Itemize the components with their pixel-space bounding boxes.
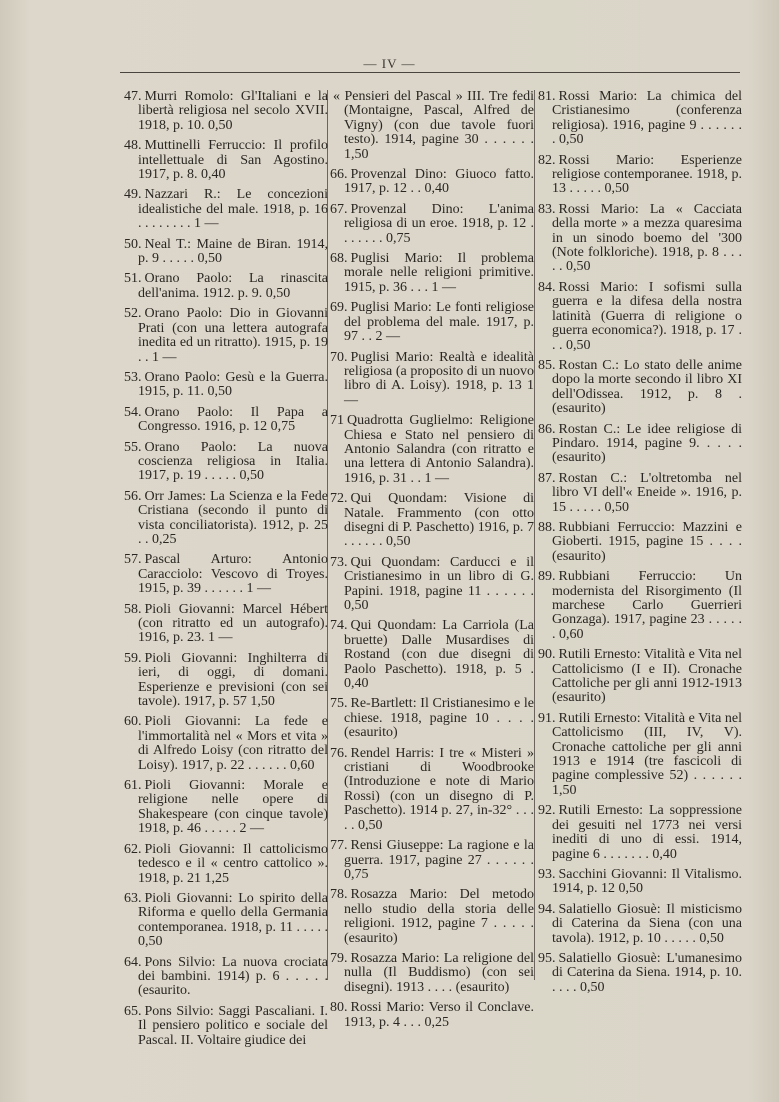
entry-text: Puglisi Mario: Le fonti religiose del problema del male. 1917, p. 97 . . 2 —: [344, 300, 534, 345]
entry-text: Rendel Harris: I tre « Misteri » cristiani di Woodbrooke (Introduzione e note di Mario Rossi) (con un disegno di P. Paschetto). 1914 p. 27, in-32° . . . . . 0,50: [344, 745, 534, 833]
catalog-entry: [538, 570, 742, 642]
entry-text: Muttinelli Ferruccio: Il profilo intellettuale di San Agostino. 1917, p. 8. 0,40: [138, 138, 328, 183]
entry-number: 85.: [538, 357, 556, 373]
catalog-entry: [330, 839, 534, 882]
catalog-entry: [124, 406, 328, 435]
catalog-entry: [124, 371, 328, 400]
catalog-column-3: [538, 90, 742, 1001]
catalog-entry: [124, 603, 328, 646]
entry-text: Rossi Mario: Verso il Conclave. 1913, p. 4 . . . 0,25: [344, 1000, 534, 1030]
catalog-entry: [124, 307, 328, 365]
catalog-entry: [330, 351, 534, 409]
entry-number: 62.: [124, 841, 142, 857]
entry-number: 51.: [124, 271, 142, 287]
entry-number: 92.: [538, 803, 556, 819]
entry-text: Rensi Giuseppe: La ragione e la guerra. 1917, pagine 27 . . . . . . 0,75: [344, 838, 534, 882]
entry-text: Rostan C.: L'oltretomba nel libro VI dell'« Eneide ». 1916, p. 15 . . . . . 0,50: [552, 470, 742, 515]
entry-text: Pascal Arturo: Antonio Caracciolo: Vescovo di Troyes. 1915, p. 39 . . . . . . 1 —: [138, 552, 328, 597]
catalog-entry: [330, 952, 534, 995]
entry-number: 54.: [124, 404, 142, 420]
catalog-entry: [330, 556, 534, 614]
entry-number: 80.: [330, 1000, 348, 1016]
entry-text: Orano Paolo: Dio in Giovanni Prati (con una lettera autografa inedita ed un ritratto). 1915, p. 19 . . 1 —: [138, 306, 328, 365]
entry-number: 63.: [124, 890, 142, 906]
entry-text: Puglisi Mario: Il problema morale nelle religioni primitive. 1915, p. 36 . . . 1 —: [344, 251, 534, 295]
catalog-entry: [330, 90, 534, 162]
entry-text: Rosazza Mario: Del metodo nello studio della storia delle religioni. 1912, pagine 7 . . . . . (esaurito): [344, 887, 534, 946]
catalog-column-1: [124, 90, 328, 1054]
entry-text: Rutili Ernesto: Vitalità e Vita nel Cattolicismo (I e II). Cronache Cattoliche per gli anni 1912-1913 (esaurito): [552, 647, 742, 706]
catalog-entry: [124, 441, 328, 484]
entry-number: 91.: [538, 710, 556, 726]
entry-text: Orano Paolo: La nuova coscienza religiosa in Italia. 1917, p. 19 . . . . . 0,50: [138, 439, 328, 484]
entry-number: 67.: [330, 201, 348, 217]
entry-text: Rosazza Mario: La religione del nulla (Il Buddismo) (con sei disegni). 1913 . . . . (esaurito): [344, 950, 534, 995]
catalog-entry: [124, 715, 328, 773]
catalog-entry: [330, 301, 534, 344]
entry-number: 90.: [538, 647, 556, 663]
entry-number: 57.: [124, 552, 142, 568]
entry-number: 49.: [124, 187, 142, 203]
catalog-entry: [124, 490, 328, 548]
catalog-entry: [124, 1005, 328, 1048]
entry-number: 79.: [330, 950, 348, 966]
entry-text: Murri Romolo: Gl'Italiani e la libertà religiosa nel secolo XVII. 1918, p. 10. 0,50: [138, 89, 328, 133]
catalog-entry: [538, 521, 742, 564]
entry-number: 55.: [124, 439, 142, 455]
entry-number: 68.: [330, 251, 348, 267]
entry-text: Salatiello Giosuè: L'umanesimo di Caterina da Siena. 1914, p. 10. . . . . 0,50: [552, 950, 742, 995]
entry-number: 83.: [538, 201, 556, 217]
entry-text: Rubbiani Ferruccio: Mazzini e Gioberti. 1915, pagine 15 . . . . (esaurito): [552, 519, 742, 564]
catalog-entry: [124, 90, 328, 133]
entry-number: 94.: [538, 901, 556, 917]
entry-number: 89.: [538, 569, 556, 585]
entry-text: Pioli Giovanni: Inghilterra di ieri, di oggi, di domani. Esperienze e previsioni (con sei tavole). 1917, p. 57 1,50: [138, 650, 328, 710]
entry-text: Rutili Ernesto: Vitalità e Vita nel Cattolicismo (III, IV, V). Cronache cattoliche per gli anni 1913 e 1914 (tre fascicoli di pagine complessive 52) . . . . . . 1,50: [552, 710, 742, 798]
entry-number: 81.: [538, 89, 556, 104]
entry-number: 47.: [124, 89, 142, 104]
catalog-entry: [538, 90, 742, 148]
catalog-entry: [538, 648, 742, 706]
entry-number: 93.: [538, 866, 556, 882]
entry-number: 48.: [124, 138, 142, 154]
entry-number: 50.: [124, 236, 142, 252]
catalog-entry: [330, 414, 534, 486]
catalog-entry: [538, 423, 742, 466]
entry-number: 52.: [124, 306, 142, 322]
entry-number: 71: [330, 413, 344, 429]
catalog-entry: [538, 281, 742, 353]
entry-text: Rossi Mario: Esperienze religiose contemporanee. 1918, p. 13 . . . . . 0,50: [552, 152, 742, 197]
entry-number: 82.: [538, 152, 556, 168]
entry-number: 88.: [538, 519, 556, 535]
catalog-entry: [330, 619, 534, 691]
entry-text: Qui Quondam: Carducci e il Cristianesimo in un libro di G. Papini. 1918, pagine 11 . . . . . . 0,50: [344, 554, 534, 613]
catalog-entry: [330, 888, 534, 946]
entry-number: 66.: [330, 167, 348, 183]
catalog-entry: [330, 252, 534, 295]
entry-number: 74.: [330, 618, 348, 634]
entry-number: 86.: [538, 421, 556, 437]
catalog-entry: [124, 892, 328, 950]
entry-text: Rostan C.: Lo stato delle anime dopo la morte secondo il libro XI dell'Odissea. 1912, p. 8 . (esaurito): [552, 357, 742, 417]
catalog-entry: [330, 1001, 534, 1030]
catalog-entry: [124, 272, 328, 301]
entry-text: Rutili Ernesto: La soppressione dei gesuiti nel 1773 nei versi inediti di uno di essi. 1914, pagine 6 . . . . . . . 0,40: [552, 803, 742, 862]
catalog-entry: [538, 952, 742, 995]
entry-number: 56.: [124, 488, 142, 504]
catalog-entry: [538, 203, 742, 275]
entry-number: 70.: [330, 349, 348, 365]
entry-text: Quadrotta Guglielmo: Religione Chiesa e Stato nel pensiero di Antonio Salandra (con ritratto e una lettera di Antonio Salandra). 1916, p. 31 . . 1 —: [344, 413, 534, 486]
catalog-entry: [330, 747, 534, 833]
catalog-column-2: [330, 90, 534, 1036]
catalog-entry: [330, 168, 534, 197]
entry-text: Pioli Giovanni: La fede e l'immortalità nel « Mors et vita » di Alfredo Loisy (con ritratto del Loisy). 1917, p. 22 . . . . . . 0,60: [138, 714, 328, 773]
entry-number: 76.: [330, 745, 348, 761]
catalog-entry: [330, 203, 534, 246]
entry-number: 95.: [538, 950, 556, 966]
catalog-entry: [124, 139, 328, 182]
catalog-entry: [124, 188, 328, 231]
entry-number: 64.: [124, 954, 142, 970]
entry-text: Re-Bartlett: Il Cristianesimo e le chiese. 1918, pagine 10 . . . . (esaurito): [344, 696, 534, 741]
entry-number: 77.: [330, 838, 348, 854]
entry-text: Rossi Mario: La « Cacciata della morte » a mezza quaresima in un sinodo boemo del '300 (Note folkloriche). 1918, p. 8 . . . . . 0,50: [552, 201, 742, 275]
catalog-entry: [538, 903, 742, 946]
entry-number: 87.: [538, 470, 556, 486]
entry-text: Neal T.: Maine de Biran. 1914, p. 9 . . . . . 0,50: [138, 236, 328, 267]
entry-number: 69.: [330, 300, 348, 316]
entry-text: Pons Silvio: La nuova crociata dei bambini. 1914) p. 6 . . . . . (esaurito.: [138, 954, 328, 999]
catalog-entry: [538, 359, 742, 417]
catalog-entry: [124, 779, 328, 837]
catalog-entry: [124, 553, 328, 596]
entry-text: Puglisi Mario: Realtà e idealità religiosa (a proposito di un nuovo libro di A. Loisy). 1918, p. 13 1 —: [344, 349, 534, 408]
entry-text: Pioli Giovanni: Il cattolicismo tedesco e il « centro cattolico ». 1918, p. 21 1,25: [138, 841, 328, 886]
header-rule: [120, 72, 740, 73]
catalog-entry: [538, 804, 742, 862]
entry-text: Pons Silvio: Saggi Pascaliani. I. Il pensiero politico e sociale del Pascal. II. Voltaire giudice dei: [138, 1003, 328, 1048]
entry-text: Pioli Giovanni: Marcel Hébert (con ritratto ed un autografo). 1916, p. 23. 1 —: [138, 601, 328, 646]
catalog-entry: [538, 712, 742, 798]
entry-number: 75.: [330, 696, 348, 712]
catalog-entry: [538, 154, 742, 197]
entry-text: Orano Paolo: La rinascita dell'anima. 1912. p. 9. 0,50: [138, 271, 328, 301]
column-divider: [534, 90, 535, 980]
entry-text: Provenzal Dino: Giuoco fatto. 1917, p. 12 . . 0,40: [344, 167, 534, 197]
entry-text: Pioli Giovanni: Lo spirito della Riforma e quello della Germania contemporanea. 1918, p. 11 . . . . . 0,50: [138, 890, 328, 950]
catalog-entry: [124, 652, 328, 710]
entry-text: Orano Paolo: Gesù e la Guerra. 1915, p. 11. 0,50: [138, 369, 328, 400]
entry-number: 61.: [124, 778, 142, 794]
entry-text: Rossi Mario: I sofismi sulla guerra e la difesa della nostra latinità (Guerra di religione o guerra economica?). 1918, p. 17 . . . 0,50: [552, 279, 742, 353]
entry-text: Orano Paolo: Il Papa a Congresso. 1916, p. 12 0,75: [138, 404, 328, 435]
page-number: — IV —: [363, 56, 416, 71]
entry-number: 58.: [124, 601, 142, 617]
entry-number: 78.: [330, 887, 348, 903]
entry-text: Orr James: La Scienza e la Fede Cristiana (secondo il punto di vista conciliatorista). 1912, p. 25 . . 0,25: [138, 488, 328, 547]
entry-text: Salatiello Giosuè: Il misticismo di Caterina da Siena (con una tavola). 1912, p. 10 . . . . . 0,50: [552, 901, 742, 946]
catalog-entry: [124, 956, 328, 999]
entry-text: Pioli Giovanni: Morale e religione nelle opere di Shakespeare (con cinque tavole) 1918, p. 46 . . . . . 2 —: [138, 778, 328, 837]
entry-text: Rossi Mario: La chimica del Cristianesimo (conferenza religiosa). 1916, pagine 9 . . . . . . . 0,50: [552, 89, 742, 148]
entry-number: 73.: [330, 554, 348, 570]
entry-text: Nazzari R.: Le concezioni idealistiche del male. 1918, p. 16 . . . . . . . . 1 —: [138, 187, 328, 232]
entry-text: Rubbiani Ferruccio: Un modernista del Risorgimento (Il marchese Carlo Guerrieri Gonzaga). 1917, pagine 23 . . . . . . 0,60: [552, 569, 742, 642]
entry-text: « Pensieri del Pascal » III. Tre fedi (Montaigne, Pascal, Alfred de Vigny) (con due tavole fuori testo). 1914, pagine 30 . . . . . . 1,50: [333, 89, 534, 162]
catalog-entry: [124, 843, 328, 886]
catalog-entry: [330, 697, 534, 740]
entry-text: Provenzal Dino: L'anima religiosa di un eroe. 1918, p. 12 . . . . . . . 0,75: [344, 201, 534, 246]
entry-text: Rostan C.: Le idee religiose di Pindaro. 1914, pagine 9. . . . . (esaurito): [552, 421, 742, 466]
catalog-entry: [330, 492, 534, 550]
entry-number: 60.: [124, 714, 142, 730]
entry-number: 65.: [124, 1003, 142, 1019]
catalog-entry: [124, 238, 328, 267]
entry-text: Qui Quondam: Visione di Natale. Frammento (con otto disegni di P. Paschetto) 1916, p. 7 . . . . . . 0,50: [344, 491, 534, 550]
entry-number: 59.: [124, 650, 142, 666]
catalog-entry: [538, 472, 742, 515]
entry-number: 84.: [538, 279, 556, 295]
catalog-entry: [538, 868, 742, 897]
entry-text: Sacchini Giovanni: Il Vitalismo. 1914, p. 12 0,50: [552, 866, 742, 897]
entry-number: 72.: [330, 491, 348, 507]
entry-text: Qui Quondam: La Carriola (La bruette) Dalle Musardises di Rostand (con due disegni di Paolo Paschetto). 1918, p. 5 . 0,40: [344, 618, 534, 692]
entry-number: 53.: [124, 369, 142, 385]
